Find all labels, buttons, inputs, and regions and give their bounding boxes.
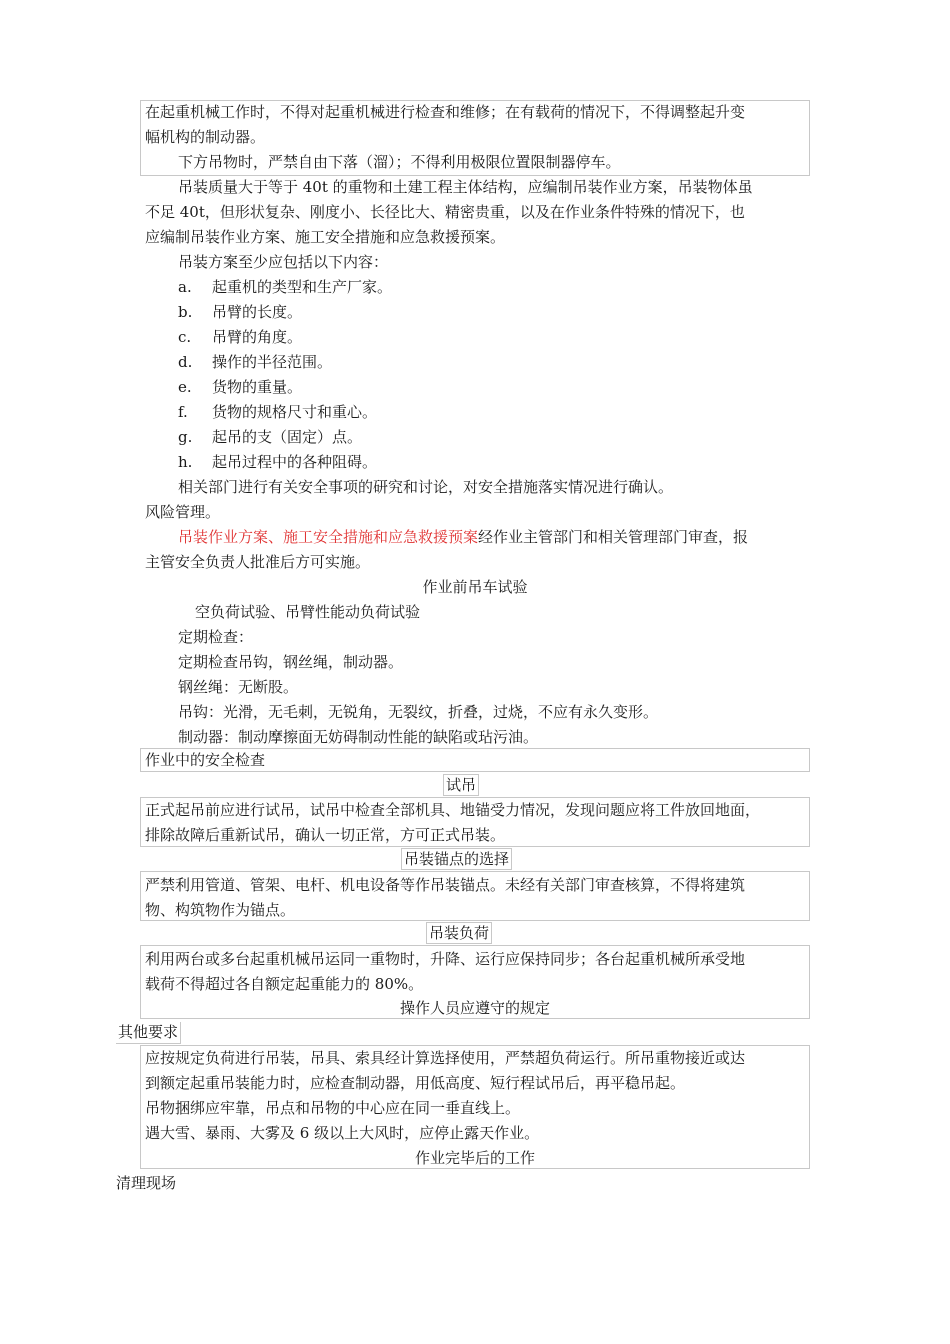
- list-text: 起吊的支（固定）点。: [212, 428, 363, 446]
- paragraph-line: 主管安全负责人批准后方可实施。: [145, 553, 371, 571]
- list-text: 起重机的类型和生产厂家。: [212, 278, 393, 296]
- list-item: [178, 401, 377, 423]
- paragraph-line: 定期检查：: [178, 628, 254, 646]
- section-heading: 吊装锚点的选择: [401, 848, 512, 870]
- list-text: 操作的半径范围。: [212, 353, 333, 371]
- list-text: 吊臂的角度。: [212, 328, 303, 346]
- list-label: b.: [178, 303, 193, 321]
- paragraph-line: 幅机构的制动器。: [145, 128, 266, 146]
- section-heading: 吊装负荷: [426, 922, 492, 944]
- paragraph-line: 清理现场: [116, 1174, 177, 1192]
- paragraph-line: 在起重机械工作时，不得对起重机械进行检查和维修；在有载荷的情况下，不得调整起升变: [145, 103, 746, 121]
- list-label: a.: [178, 278, 192, 296]
- list-text: 吊臂的长度。: [212, 303, 303, 321]
- section-heading: 操作人员应遵守的规定: [399, 999, 550, 1017]
- paragraph-line: 到额定起重吊装能力时，应检查制动器，用低高度、短行程试吊后，再平稳吊起。: [145, 1074, 686, 1092]
- list-label: d.: [178, 353, 193, 371]
- section-heading: 作业中的安全检查: [145, 751, 266, 769]
- section-heading: 作业前吊车试验: [422, 578, 528, 596]
- paragraph-line: 遇大雪、暴雨、大雾及 6 级以上大风时，应停止露天作业。: [145, 1124, 540, 1142]
- list-item: [178, 451, 377, 473]
- paragraph-line: 下方吊物时，严禁自由下落（溜）；不得利用极限位置限制器停车。: [178, 153, 621, 171]
- paragraph-line: 排除故障后重新试吊，确认一切正常，方可正式吊装。: [145, 826, 506, 844]
- list-text: 货物的规格尺寸和重心。: [212, 403, 378, 421]
- paragraph-line: 应按规定负荷进行吊装，吊具、索具经计算选择使用，严禁超负荷运行。所吊重物接近或达: [145, 1049, 746, 1067]
- list-label: g.: [178, 428, 193, 446]
- paragraph-line: 吊装方案至少应包括以下内容：: [178, 253, 389, 271]
- paragraph-line: 利用两台或多台起重机械吊运同一重物时，升降、运行应保持同步；各台起重机械所承受地: [145, 950, 746, 968]
- paragraph-line: 定期检查吊钩，钢丝绳，制动器。: [178, 653, 404, 671]
- paragraph-line: 正式起吊前应进行试吊，试吊中检查全部机具、地锚受力情况，发现问题应将工件放回地面，: [145, 801, 761, 819]
- list-label: c.: [178, 328, 192, 346]
- list-item: [178, 326, 302, 348]
- paragraph-line: [178, 526, 748, 548]
- list-item: [178, 276, 392, 298]
- paragraph-line: 制动器：制动摩擦面无妨碍制动性能的缺陷或玷污油。: [178, 728, 539, 746]
- section-heading: 其他要求: [116, 1022, 181, 1044]
- paragraph-line: 应编制吊装作业方案、施工安全措施和应急救援预案。: [145, 228, 506, 246]
- paragraph-line: 载荷不得超过各自额定起重能力的 80%。: [145, 975, 424, 993]
- list-text: 货物的重量。: [212, 378, 303, 396]
- section-heading: 作业完毕后的工作: [414, 1149, 535, 1167]
- paragraph-line: 空负荷试验、吊臂性能动负荷试验: [195, 603, 421, 621]
- list-label: f.: [178, 403, 188, 421]
- paragraph-line: 钢丝绳：无断股。: [178, 678, 299, 696]
- paragraph-line: 不足 40t，但形状复杂、刚度小、长径比大、精密贵重，以及在作业条件特殊的情况下，也: [145, 203, 745, 221]
- paragraph-line: 风险管理。: [145, 503, 221, 521]
- paragraph-line: 吊物捆绑应牢靠，吊点和吊物的中心应在同一垂直线上。: [145, 1099, 521, 1117]
- paragraph-line: 吊钩：光滑，无毛刺，无锐角，无裂纹，折叠，过烧，不应有永久变形。: [178, 703, 659, 721]
- list-item: [178, 376, 302, 398]
- highlighted-text: 吊装作业方案、施工安全措施和应急救援预案: [178, 528, 479, 546]
- list-label: h.: [178, 453, 193, 471]
- list-item: [178, 426, 362, 448]
- paragraph-line: 相关部门进行有关安全事项的研究和讨论，对安全措施落实情况进行确认。: [178, 478, 674, 496]
- section-heading: 试吊: [443, 774, 479, 796]
- paragraph-line: 物、构筑物作为锚点。: [145, 901, 296, 919]
- list-item: [178, 351, 332, 373]
- paragraph-line: 吊装质量大于等于 40t 的重物和土建工程主体结构，应编制吊装作业方案，吊装物体虽: [178, 178, 753, 196]
- list-label: e.: [178, 378, 192, 396]
- list-item: [178, 301, 302, 323]
- paragraph-line: 严禁利用管道、管架、电杆、机电设备等作吊装锚点。未经有关部门审查核算，不得将建筑: [145, 876, 746, 894]
- list-text: 起吊过程中的各种阻碍。: [212, 453, 378, 471]
- paragraph-text: 经作业主管部门和相关管理部门审查，报: [478, 528, 749, 546]
